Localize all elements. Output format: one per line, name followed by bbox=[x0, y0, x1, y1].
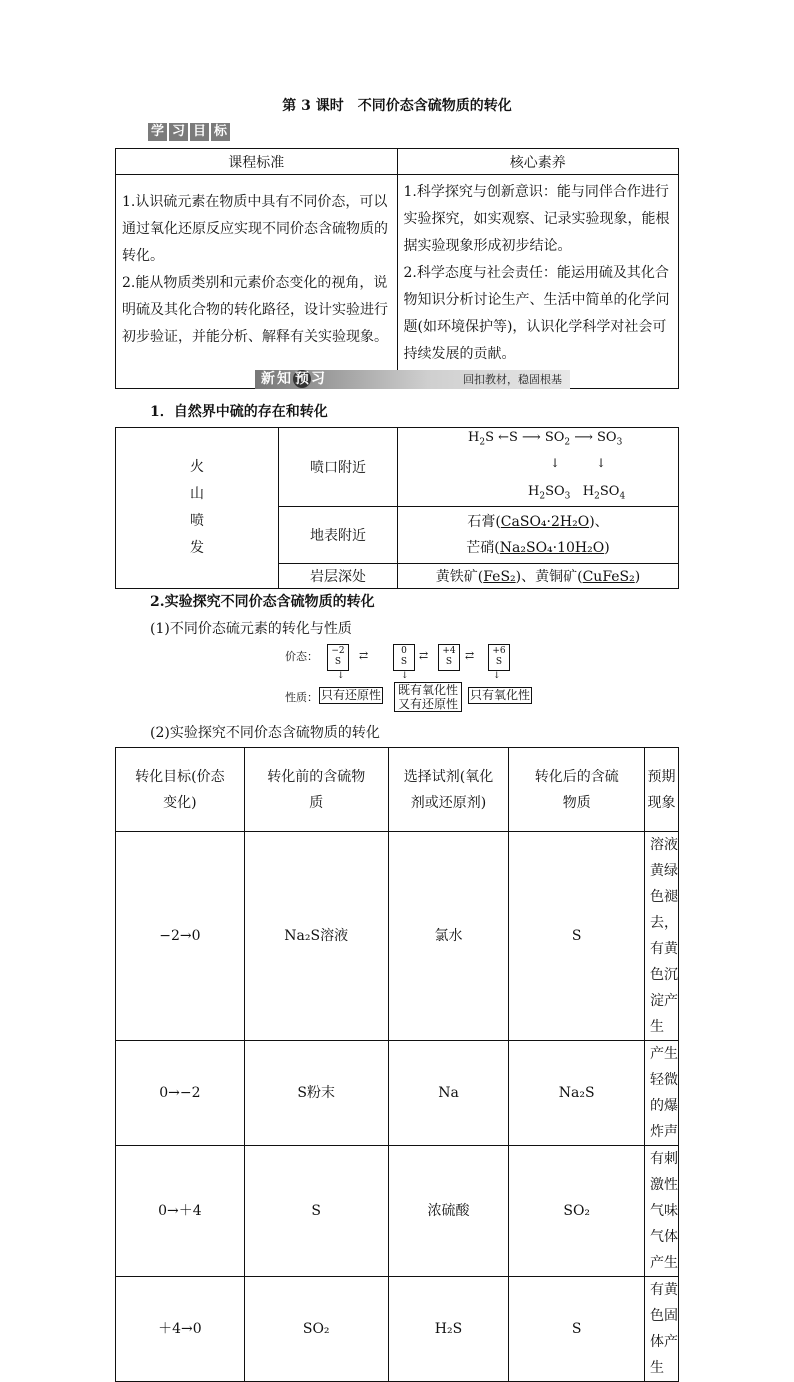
property-both: 既有氧化性 又有还原性 bbox=[394, 682, 462, 712]
goal-standard-1: 1.认识硫元素在物质中具有不同价态，可以通过氧化还原反应实现不同价态含硫物质的转化。 bbox=[122, 194, 388, 264]
th-change: 转化目标(价态变化) bbox=[116, 748, 245, 832]
transformation-table bbox=[115, 747, 679, 1382]
sulfur-nature-table bbox=[115, 427, 679, 589]
table-row: −2→0 Na₂S溶液 氯水 S 溶液黄绿色褪去，有黄色沉淀产生 bbox=[116, 832, 679, 1041]
goal-standard-2: 2.能从物质类别和元素价态变化的视角，说明硫及其化合物的转化路径，设计实验进行初步验证，并能分析、解释有关实验现象。 bbox=[122, 275, 388, 345]
valence-box-plus4: +4 S bbox=[438, 644, 460, 671]
property-label: 性质： bbox=[285, 691, 318, 704]
goals-table bbox=[115, 148, 679, 389]
th-phenomenon: 预期现象 bbox=[645, 748, 679, 832]
badge-char: 标 bbox=[211, 123, 230, 141]
goals-header-literacy: 核心素养 bbox=[397, 149, 679, 175]
place-deep: 岩层深处 bbox=[279, 564, 398, 589]
page-title: 第 3 课时 不同价态含硫物质的转化 bbox=[282, 98, 512, 114]
badge-char: 学 bbox=[148, 123, 167, 141]
valence-box-minus2: −2 S bbox=[327, 644, 349, 671]
preview-banner bbox=[255, 370, 570, 389]
place-surface: 地表附近 bbox=[279, 507, 398, 564]
th-before: 转化前的含硫物质 bbox=[244, 748, 388, 832]
banner-title: 新知 预 习 bbox=[261, 371, 327, 387]
banner-slogan: 回扣教材，稳固根基 bbox=[463, 373, 562, 386]
property-oxidizing-only: 只有氧化性 bbox=[469, 688, 530, 702]
property-reducing-only: 只有还原性 bbox=[320, 688, 381, 702]
deep-minerals: 黄铁矿(FeS₂)、黄铜矿(CuFeS₂) bbox=[398, 564, 679, 589]
section1-heading: 1．自然界中硫的存在和转化 bbox=[150, 404, 328, 420]
table-row: 0→−2 S粉末 Na Na₂S 产生轻微的爆炸声 bbox=[116, 1041, 679, 1146]
valence-box-0: 0 S bbox=[393, 644, 415, 671]
section2-sub1: (1)不同价态硫元素的转化与性质 bbox=[150, 621, 352, 637]
section2-sub2: (2)实验探究不同价态含硫物质的转化 bbox=[150, 725, 380, 741]
surface-minerals: 石膏(CaSO₄·2H₂O)、 芒硝(Na₂SO₄·10H₂O) bbox=[398, 507, 679, 564]
valence-diagram: 价态： −2 S ⇄ 0 S ⇄ +4 S ⇄ +6 S ↓ ↓ ↓ 性质： 只有还原性 既有氧化性 又有还原性 只有氧化性 bbox=[285, 646, 530, 711]
goal-literacy-2: 2.科学态度与社会责任：能运用硫及其化合物知识分析讨论生产、生活中简单的化学问题(如环境保护等)，认识化学科学对社会可持续发展的贡献。 bbox=[403, 265, 670, 362]
table-row: 0→＋4 S 浓硫酸 SO₂ 有刺激性气味气体产生 bbox=[116, 1146, 679, 1277]
volcano-label: 火 山 喷 发 bbox=[116, 428, 279, 589]
th-reagent: 选择试剂(氧化剂或还原剂) bbox=[388, 748, 509, 832]
th-after: 转化后的含硫物质 bbox=[509, 748, 645, 832]
section2-heading: 2.实验探究不同价态含硫物质的转化 bbox=[150, 594, 375, 610]
vent-transformation: $H_2S$ ←S ⟶ $SO_2$ ⟶ $SO_3$ ↓ ↓ $H_2SO_3$ $H_2SO_4$ bbox=[398, 428, 679, 507]
place-vent: 喷口附近 bbox=[279, 428, 398, 507]
banner-circle: 预 bbox=[295, 371, 309, 387]
valence-box-plus6: +6 S bbox=[488, 644, 510, 671]
table-row: ＋4→0 SO₂ H₂S S 有黄色固体产生 bbox=[116, 1277, 679, 1382]
goal-literacy-1: 1.科学探究与创新意识：能与同伴合作进行实验探究，如实观察、记录实验现象，能根据实验现象形成初步结论。 bbox=[403, 184, 670, 254]
valence-label: 价态： bbox=[285, 650, 318, 663]
study-goals-badge bbox=[148, 123, 230, 141]
goals-header-standard: 课程标准 bbox=[116, 149, 398, 175]
badge-char: 目 bbox=[190, 123, 209, 141]
badge-char: 习 bbox=[169, 123, 188, 141]
